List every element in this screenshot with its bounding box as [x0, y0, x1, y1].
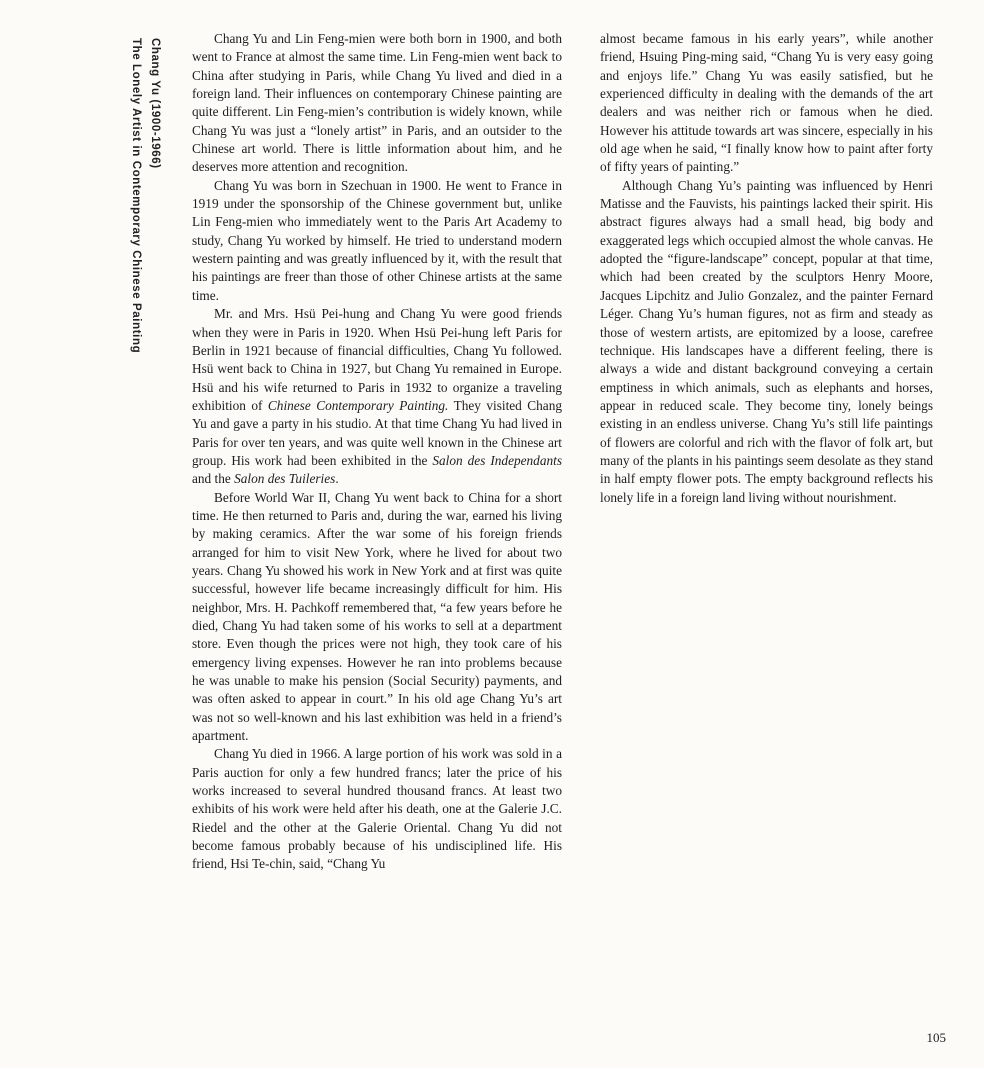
body-text: Chang Yu was born in Szechuan in 1900. He went to France in 1919 under the sponsorship of the Chinese government but, unlike Lin Feng-mien who immediately went to the Paris Art Academy to study, Chang Yu worked by himself. He tried to understand modern western painting and was greatly influenced by it, with the result that his paintings are freer than those of other Chinese artists at the same time. [192, 177, 562, 303]
body-text: Chang Yu died in 1966. A large portion of his work was sold in a Paris auction for only a few hundred francs; later the price of his works increased to several hundred thousand francs. At least two exhibits of his work were held after his death, one at the Galerie J.C. Riedel and the other at the Galerie Oriental. Chang Yu did not become famous probably because of his undisciplined life. His friend, Hsi Te-chin, said, “Chang Yu [192, 746, 562, 872]
vertical-title [126, 38, 164, 353]
italic-text: Salon des Independants [432, 452, 562, 468]
left-column [192, 30, 562, 874]
italic-text: Salon des Tuileries [234, 471, 336, 487]
paragraph [600, 30, 933, 177]
body-text: Before World War II, Chang Yu went back to China for a short time. He then returned to Paris and, during the war, earned his living by making ceramics. After the war some of his foreign friends arranged for him to visit New York, where he lived for about two years. Chang Yu showed his work in New York and at first was quite successful, however life became increasingly difficult for him. His neighbor, Mrs. H. Pachkoff remembered that, “a few years before he died, Chang Yu had taken some of his works to sell at a department store. Even though the prices were not high, they took care of his emergency living expenses. However he ran into problems because he was unable to make his pension (Social Security) payments, and was often asked to appear in court.” In his old age Chang Yu’s art was not so well-known and his last exhibition was held in a friend’s apartment. [192, 489, 562, 744]
right-column [600, 30, 933, 874]
body-text: almost became famous in his early years”, while another friend, Hsuing Ping-ming said, “Chang Yu is very easy going and enjoys life.” Chang Yu was easily satisfied, but he experienced difficulty in dealing with the demands of the art dealers and was neither rich or famous when he died. However his attitude towards art was sincere, especially in his old age when he said, “I finally know how to paint after forty of fifty years of painting.” [600, 31, 933, 175]
body-text: and the [192, 471, 235, 487]
body-text: Although Chang Yu’s painting was influenced by Henri Matisse and the Fauvists, his paintings lacked their spirit. His abstract figures always had a small head, big body and exaggerated legs which occupied almost the whole canvas. He adopted the “figure-landscape” concept, popular at that time, which had been created by the sculptors Henry Moore, Jacques Lipchitz and Julio Gonzalez, and the painter Fernard Léger. Chang Yu’s human figures, not as firm and steady as those of western artists, are epitomized by a loose, carefree technique. His landscapes have a different feeling, there is always a wide and distant background conveying a certain emptiness in which animals, such as elephants and horses, appear in reduced scale. They become tiny, lonely beings existing in an endless universe. Chang Yu’s still life paintings of flowers are colorful and rich with the flavor of folk art, but many of the plants in his paintings seem desolate as they stand in half empty flower pots. The empty background reflects his lonely life in a foreign land living without nourishment. [600, 177, 933, 505]
body-text: Chang Yu and Lin Feng-mien were both born in 1900, and both went to France at almost the same time. Lin Feng-mien went back to China after studying in Paris, while Chang Yu lived and died in a foreign land. Their influences on contemporary Chinese painting are quite different. Lin Feng-mien’s contribution is widely known, while Chang Yu was just a “lonely artist” in Paris, and an outsider to the Chinese art world. There is little information about him, and he deserves more attention and recognition. [192, 31, 562, 175]
paragraph [600, 177, 933, 507]
body-text: . [335, 471, 339, 487]
page-number: 105 [926, 1030, 946, 1045]
text-columns [192, 30, 933, 874]
book-subtitle: The Lonely Artist in Contemporary Chinese Painting [129, 38, 142, 354]
paragraph [192, 489, 562, 746]
paragraph [192, 30, 562, 177]
paragraph [192, 177, 562, 305]
paragraph [192, 305, 562, 488]
italic-text: Chinese Contemporary Painting. [267, 397, 449, 413]
book-title: Chang Yu (1900-1966) [148, 38, 161, 169]
body-text: They visited Chang Yu and gave a party in his studio. At that time Chang Yu had lived in Paris for over ten years, and was quite well known in the Chinese art group. His work had been exhibited in the [192, 397, 563, 468]
paragraph [192, 745, 562, 873]
body-text: Mr. and Mrs. Hsü Pei-hung and Chang Yu were good friends when they were in Paris in 1920. When Hsü Pei-hung left Paris for Berlin in 1921 because of financial difficulties, Chang Yu followed. Hsü went back to China in 1927, but Chang Yu remained in Europe. Hsü and his wife returned to Paris in 1932 to organize a traveling exhibition of [192, 306, 562, 413]
